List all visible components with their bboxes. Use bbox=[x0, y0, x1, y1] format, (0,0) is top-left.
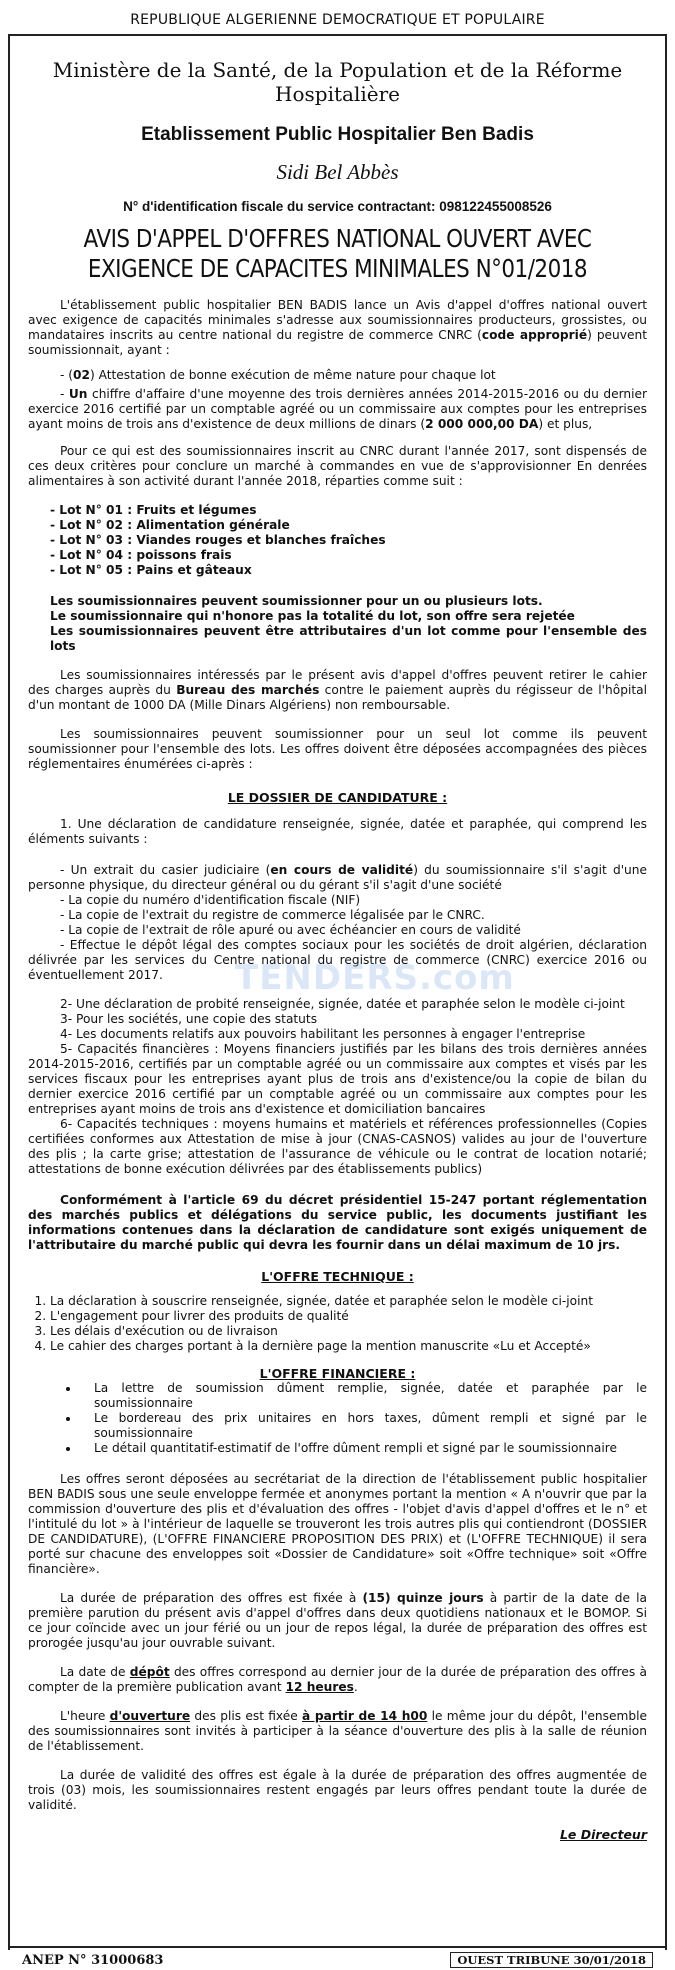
anep-number: ANEP N° 31000683 bbox=[22, 1953, 164, 1968]
watermark-logo: TENDERS.com bbox=[235, 958, 515, 998]
technique-item: 2. L'engagement pour livrer des produits de qualité bbox=[50, 1309, 647, 1324]
financiere-item: • La lettre de soumission dûment remplie, signée, datée et paraphée par le soumissionnaire bbox=[80, 1381, 647, 1411]
dossier-item-4: 4- Les documents relatifs aux pouvoirs habilitant les personnes à engager l'entreprise bbox=[60, 1027, 586, 1041]
dossier-item-3: 3- Pour les sociétés, une copie des statuts bbox=[60, 1012, 318, 1026]
document-content bbox=[28, 40, 647, 1842]
technique-item: 3. Les délais d'exécution ou de livraison bbox=[50, 1324, 647, 1339]
notice-title-line2: EXIGENCE DE CAPACITES MINIMALES N°01/2018 bbox=[87, 254, 588, 283]
financiere-item: • Le détail quantitatif-estimatif de l'offre dûment rempli et signé par le soumissionnaire bbox=[80, 1441, 647, 1456]
withdraw-paragraph: Les soumissionnaires intéressés par le présent avis d'appel d'offres peuvent retirer le cahier des charges auprès du Bureau des marchés contre le paiement auprès du régisseur de l'hôpital d'un montant de 1000 DA (Mille Dinars Algériens) non remboursable. bbox=[28, 668, 647, 712]
bold-note: Le soumissionnaire qui n'honore pas la totalité du lot, son offre sera rejetée bbox=[50, 609, 575, 623]
decree-paragraph: Conformément à l'article 69 du décret présidentiel 15-247 portant réglementation des marchés publics et délégations du service public, les documents justifiant les informations contenues dans la déclaration de candidature sont exigés uniquement de l'attributaire du marché public qui devra les fournir dans un délai maximum de 10 jrs. bbox=[28, 1193, 647, 1252]
lot-item: - Lot N° 01 : Fruits et légumes bbox=[50, 503, 257, 517]
duration-paragraph: La durée de préparation des offres est fixée à (15) quinze jours à partir de la date de la première parution du présent avis d'appel d'offres dans deux quotidiens nationaux et le BOMOP. Si ce jour coïncide avec un jour férié ou un jour de repos légal, la durée de préparation des offres est prorogée jusqu'au jour ouvrable suivant. bbox=[28, 1591, 647, 1650]
republic-header: REPUBLIQUE ALGERIENNE DEMOCRATIQUE ET POPULAIRE bbox=[130, 12, 545, 28]
intro-paragraph: L'établissement public hospitalier BEN BADIS lance un Avis d'appel d'offres national ouvert avec exigence de capacités minimales s'adresse aux soumissionnaires producteurs, grossistes, ou mandataires inscrits au centre national du registre de commerce CNRC (code approprié) peuvent soumissionnait, ayant : bbox=[28, 298, 647, 357]
notice-title-line1: AVIS D'APPEL D'OFFRES NATIONAL OUVERT AVEC bbox=[83, 224, 592, 253]
deposit-paragraph: Les offres seront déposées au secrétariat de la direction de l'établissement public hospitalier BEN BADIS sous une seule enveloppe fermée et anonymes portant la mention « A n'ouvrir que par la commission d'ouverture des plis et d'évaluation des offres - l'objet d'avis d'appel d'offres et le n° et l'intitulé du lot » à l'intérieur de laquelle se trouveront les trois autres plis qui contiendront (DOSSIER DE CANDIDATURE), (L'OFFRE FINANCIERE PROPOSITION DES PRIX) et (L'OFFRE TECHNIQUE) il sera porté sur chacune des enveloppes soit «Dossier de Candidature» soit «Offre technique» soit «Offre financière». bbox=[28, 1472, 647, 1576]
dossier-item-1: 1. Une déclaration de candidature renseignée, signée, datée et paraphée, qui comprend les éléments suivants : bbox=[28, 817, 647, 846]
lot-item: - Lot N° 02 : Alimentation générale bbox=[50, 518, 290, 532]
nif-line: N° d'identification fiscale du service contractant: 098122455008526 bbox=[123, 199, 552, 214]
lot-item: - Lot N° 04 : poissons frais bbox=[50, 548, 232, 562]
establishment-name: Etablissement Public Hospitalier Ben Badis bbox=[141, 124, 534, 145]
director-signature: Le Directeur bbox=[559, 1827, 647, 1842]
newspaper-stamp: OUEST TRIBUNE 30/01/2018 bbox=[450, 1952, 653, 1968]
technique-heading: L'OFFRE TECHNIQUE : bbox=[261, 1269, 414, 1284]
city-name: Sidi Bel Abbès bbox=[276, 160, 399, 184]
dossier-item-5: 5- Capacités financières : Moyens financiers justifiés par les bilans des trois dernières années 2014-2015-2016, certifiés par un comptable agréé ou un commissaire aux comptes et visés par les services fiscaux pour les entreprises ayant plus de trois ans d'existence/ou la copie de bilan du dernier exercice 2016 certifié par un comptable agréé ou un commissaire aux comptes pour les entreprises ayant moins de trois ans d'existence et domiciliation bancaires bbox=[28, 1042, 647, 1116]
bold-note: Les soumissionnaires peuvent être attributaires d'un lot comme pour l'ensemble des lots bbox=[50, 624, 647, 653]
nif-copy: - La copie du numéro d'identification fiscale (NIF) bbox=[60, 893, 361, 907]
single-lot-paragraph: Les soumissionnaires peuvent soumissionner pour un seul lot comme ils peuvent soumissionner pour l'ensemble des lots. Les offres doivent être déposées accompagnées des pièces réglementaires énumérées ci-après : bbox=[28, 727, 647, 771]
bold-notes bbox=[28, 594, 647, 654]
notice-title bbox=[71, 224, 603, 284]
cnrc-2017-paragraph: Pour ce qui est des soumissionnaires inscrit au CNRC durant l'année 2017, sont dispensés de ces deux critères pour conclure un marché à commandes en vue de s'approvisionner En denrées alimentaires à son activité durant l'année 2018, réparties comme suit : bbox=[28, 444, 647, 488]
body-text bbox=[28, 298, 647, 1842]
financiere-list bbox=[28, 1381, 647, 1456]
dossier-item-2: 2- Une déclaration de probité renseignée, signée, datée et paraphée selon le modèle ci-joint bbox=[60, 997, 625, 1011]
requirement-1: - (02) Attestation de bonne exécution de même nature pour chaque lot bbox=[60, 368, 496, 382]
technique-list bbox=[28, 1294, 647, 1354]
lots-list bbox=[28, 503, 647, 578]
financiere-item: • Le bordereau des prix unitaires en hors taxes, dûment rempli et signé par le soumissionnaire bbox=[80, 1411, 647, 1441]
depot-legal: - Effectue le dépôt légal des comptes sociaux pour les sociétés de droit algérien, déclaration délivrée par les services du Centre national du registre de commerce (CNRC) exercice 2016 ou éventuellement 2017. bbox=[28, 938, 647, 982]
lot-item: - Lot N° 05 : Pains et gâteaux bbox=[50, 563, 252, 577]
depot-date-paragraph: La date de dépôt des offres correspond au dernier jour de la durée de préparation des offres à compter de la première publication avant 12 heures. bbox=[28, 1665, 647, 1694]
role-copy: - La copie de l'extrait de rôle apuré ou avec échéancier en cours de validité bbox=[60, 923, 521, 937]
rc-copy: - La copie de l'extrait du registre de commerce légalisée par le CNRC. bbox=[60, 908, 485, 922]
ministry-title: Ministère de la Santé, de la Population et de la Réforme Hospitalière bbox=[52, 58, 623, 106]
technique-item: 1. La déclaration à souscrire renseignée, signée, datée et paraphée selon le modèle ci-joint bbox=[50, 1294, 647, 1309]
dossier-heading: LE DOSSIER DE CANDIDATURE : bbox=[227, 790, 448, 805]
lot-item: - Lot N° 03 : Viandes rouges et blanches fraîches bbox=[50, 533, 386, 547]
bold-note: Les soumissionnaires peuvent soumissionner pour un ou plusieurs lots. bbox=[50, 594, 543, 608]
validity-paragraph: La durée de validité des offres est égale à la durée de préparation des offres augmentée de trois (03) mois, les soumissionnaires restent engagés par leurs offres pendant toute la durée de validité. bbox=[28, 1768, 647, 1812]
dossier-item-6: 6- Capacités techniques : moyens humains et matériels et références professionnelles (Copies certifiées conformes aux Attestation de mise à jour (CNAS-CASNOS) valides au jour de l'ouverture des plis ; la carte grise; attestation de l'assurance de véhicule ou le contrat de location notarié; attestations de bonne exécution délivrées par des établissements publics) bbox=[28, 1117, 647, 1176]
financiere-heading: L'OFFRE FINANCIERE : bbox=[259, 1366, 416, 1381]
requirement-2: - Un chiffre d'affaire d'une moyenne des trois dernières années 2014-2015-2016 ou du dernier exercice 2016 certifié par un comptable agréé ou un commissaire aux comptes pour les entreprises ayant moins de trois ans d'existence de deux millions de dinars (2 000 000,00 DA) et plus, bbox=[28, 387, 647, 431]
technique-item: 4. Le cahier des charges portant à la dernière page la mention manuscrite «Lu et Accepté» bbox=[50, 1339, 647, 1354]
opening-paragraph: L'heure d'ouverture des plis est fixée à partir de 14 h00 le même jour du dépôt, l'ensemble des soumissionnaires sont invités à participer à la séance d'ouverture des plis à la salle de réunion de l'établissement. bbox=[28, 1709, 647, 1753]
casier-judiciaire: - Un extrait du casier judiciaire (en cours de validité) du soumissionnaire s'il s'agit d'une personne physique, du directeur général ou du gérant s'il s'agit d'une société bbox=[28, 863, 648, 892]
